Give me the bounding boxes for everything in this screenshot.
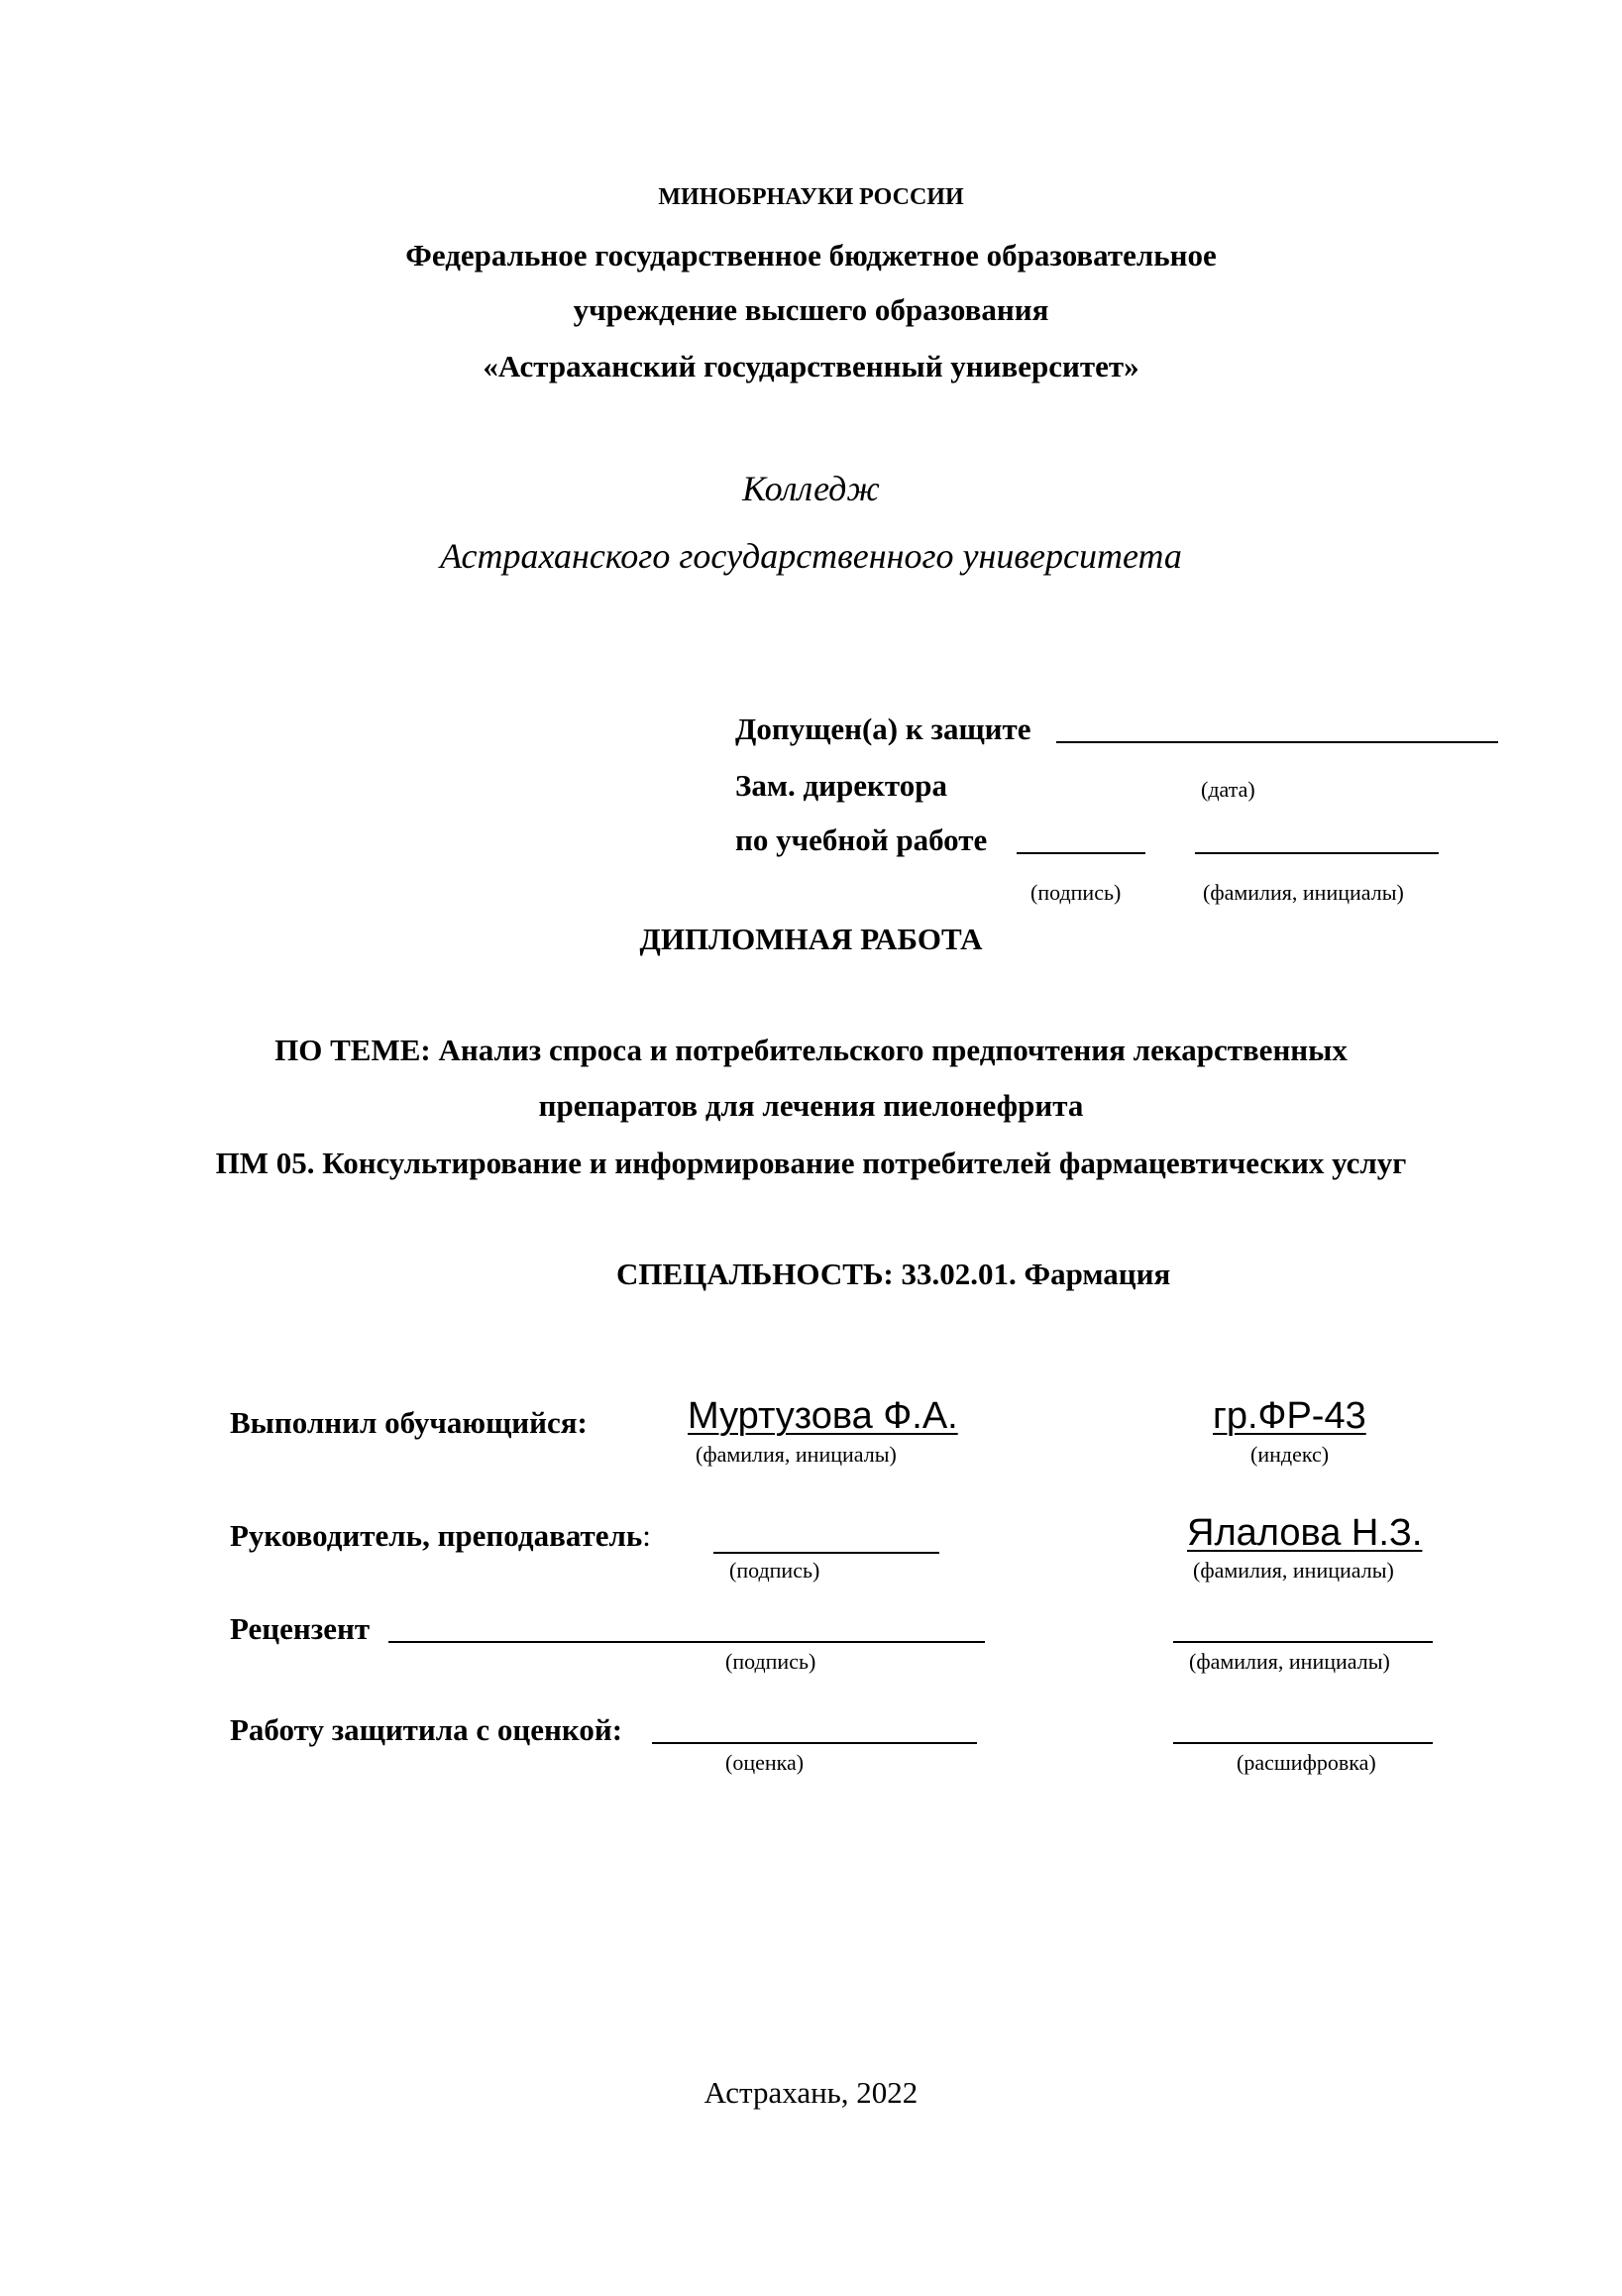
supervisor-name: Ялалова Н.З. <box>1187 1512 1423 1554</box>
specialty: СПЕЦАЛЬНОСТЬ: 33.02.01. Фармация <box>616 1257 1171 1291</box>
reviewer-signature-caption: (подпись) <box>725 1649 816 1674</box>
grade-underline <box>652 1742 977 1744</box>
supervisor-name-caption: (фамилия, инициалы) <box>1193 1558 1394 1583</box>
deputy-label: Зам. директора <box>735 768 947 803</box>
deputy-name-caption: (фамилия, инициалы) <box>1203 880 1404 905</box>
supervisor-colon: : <box>642 1518 651 1553</box>
supervisor-signature-caption: (подпись) <box>729 1558 820 1583</box>
deputy-signature-underline <box>1017 852 1145 854</box>
deputy-name-underline <box>1195 852 1439 854</box>
module-title: ПМ 05. Консультирование и информирование потребителей фармацевтических услуг <box>215 1146 1407 1180</box>
reviewer-signature-underline <box>388 1641 985 1643</box>
student-group: гр.ФР-43 <box>1213 1395 1366 1437</box>
work-type: ДИПЛОМНАЯ РАБОТА <box>639 922 983 956</box>
grade-decode-caption: (расшифровка) <box>1237 1750 1376 1775</box>
city-year: Астрахань, 2022 <box>703 2075 919 2110</box>
topic-line-1: ПО ТЕМЕ: Анализ спроса и потребительского предпочтения лекарственных <box>274 1033 1348 1067</box>
student-name: Муртузова Ф.А. <box>688 1395 958 1437</box>
reviewer-name-caption: (фамилия, инициалы) <box>1189 1649 1390 1674</box>
supervisor-signature-underline <box>713 1552 939 1554</box>
admitted-underline <box>1056 741 1498 743</box>
institution-line-1: Федеральное государственное бюджетное образовательное <box>405 238 1217 273</box>
ministry-title: МИНОБРНАУКИ РОССИИ <box>658 184 964 210</box>
topic-line-2: препаратов для лечения пиелонефрита <box>538 1088 1084 1123</box>
reviewer-name-underline <box>1173 1641 1433 1643</box>
student-name-caption: (фамилия, инициалы) <box>696 1442 897 1467</box>
deputy-signature-caption: (подпись) <box>1030 880 1122 905</box>
student-label: Выполнил обучающийся: <box>230 1405 588 1440</box>
admitted-label: Допущен(а) к защите <box>735 711 1031 746</box>
supervisor-label: Руководитель, преподаватель <box>230 1518 643 1553</box>
supervisor-label-row <box>230 1518 651 1554</box>
student-group-caption: (индекс) <box>1250 1442 1330 1467</box>
grade-caption: (оценка) <box>725 1750 805 1775</box>
reviewer-label: Рецензент <box>230 1611 371 1646</box>
academic-label: по учебной работе <box>735 822 988 857</box>
grade-decode-underline <box>1173 1742 1433 1744</box>
grade-label: Работу защитила с оценкой: <box>230 1712 623 1747</box>
college-line-1: Колледж <box>742 469 880 508</box>
college-line-2: Астраханского государственного университета <box>440 536 1182 576</box>
institution-line-2: учреждение высшего образования <box>573 292 1049 327</box>
institution-line-3: «Астраханский государственный университет» <box>483 349 1139 383</box>
date-caption: (дата) <box>1201 777 1255 802</box>
